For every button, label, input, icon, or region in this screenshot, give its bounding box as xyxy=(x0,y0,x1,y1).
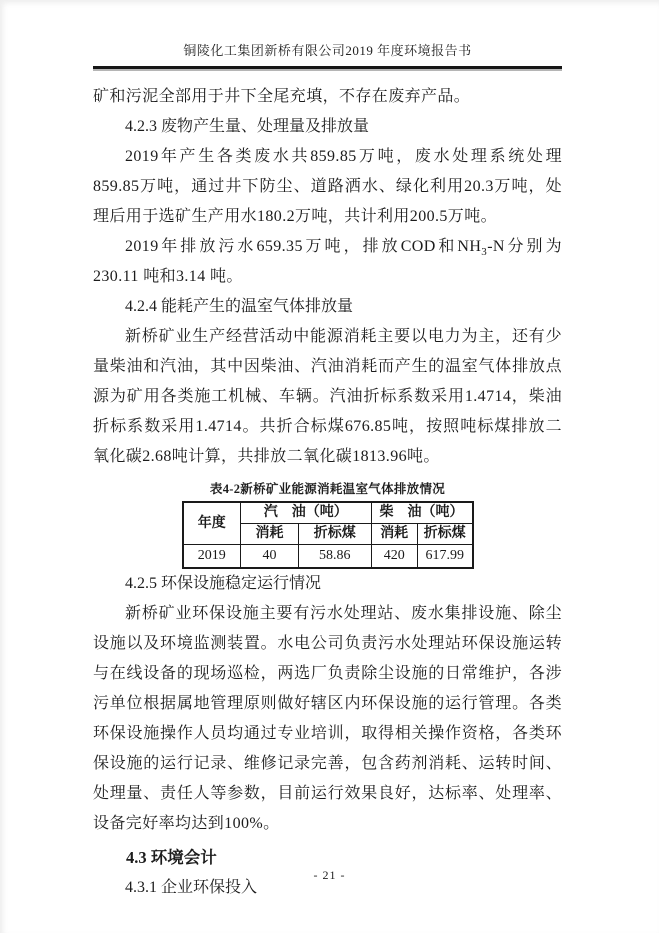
heading-4-2-4: 4.2.4 能耗产生的温室气体排放量 xyxy=(125,298,354,315)
column-header-year: 年度 xyxy=(183,502,241,545)
cell-year: 2019 xyxy=(183,545,241,569)
heading-4-3-1: 4.3.1 企业环保投入 xyxy=(125,879,258,896)
paragraph-facilities-operation: 新桥矿业环保设施主要有污水处理站、废水集排设施、除尘设施以及环境监测装置。水电公司负责污水处理站环保设施运转与在线设备的现场巡检，两选厂负责除尘设施的日常维护，各涉污单位根据属地管理原则做好辖区内环保设施的运行管理。各类环保设施操作人员均通过专业培训，取得相关操作资格，各类环保设施的运行记录、维修记录完善，包含药剂消耗、运转时间、处理量、责任人等参数，目前运行效果良好，达标率、处理率、设备完好率均达到100%。 xyxy=(93,605,562,832)
paragraph-wastewater: 2019年产生各类废水共859.85万吨，废水处理系统处理859.85万吨，通过井下防尘、道路洒水、绿化利用20.3万吨，处理后用于选矿生产用水180.2万吨，共计利用200.5万吨。 xyxy=(93,148,562,225)
table-header-row-1 xyxy=(183,502,473,524)
page-header xyxy=(93,40,562,69)
subheader-diesel-consumption: 消耗 xyxy=(371,524,417,545)
cell-gas-coal-equivalent: 58.86 xyxy=(299,545,372,569)
paragraph-tailings: 矿和污泥全部用于井下全尾充填，不存在废弃产品。 xyxy=(93,88,471,105)
discharge-text-after-subscript: -N分别为230.11 吨和3.14 吨。 xyxy=(93,238,562,285)
heading-4-2-3: 4.2.3 废物产生量、处理量及排放量 xyxy=(125,118,370,135)
table-caption: 表4-2新桥矿业能源消耗温室气体排放情况 xyxy=(209,482,446,496)
column-header-gasoline: 汽 油（吨） xyxy=(241,502,372,524)
energy-consumption-table xyxy=(182,501,474,569)
column-header-diesel: 柴 油（吨） xyxy=(371,502,473,524)
discharge-text-before-subscript: 2019年排放污水659.35万吨，排放COD和NH xyxy=(125,238,482,255)
page-content xyxy=(93,40,562,903)
nh3-subscript: 3 xyxy=(481,246,488,259)
header-title: 铜陵化工集团新桥有限公司2019 年度环境报告书 xyxy=(183,43,472,58)
paragraph-energy-emissions: 新桥矿业生产经营活动中能源消耗主要以电力为主，还有少量柴油和汽油，其中因柴油、汽油消耗而产生的温室气体排放点源为矿用各类施工机械、车辆。汽油折标系数采用1.4714，柴油折标系数采用1.4714。共折合标煤676.85吨，按照吨标煤排放二氧化碳2.68吨计算，共排放二氧化碳1813.96吨。 xyxy=(93,328,562,465)
page-number: - 21 - xyxy=(313,868,346,882)
subheader-gas-coal-equivalent: 折标煤 xyxy=(299,524,372,545)
cell-diesel-consumption: 420 xyxy=(371,545,417,569)
cell-diesel-coal-equivalent: 617.99 xyxy=(417,545,472,569)
table-data-row xyxy=(183,545,473,569)
heading-4-3: 4.3 环境会计 xyxy=(126,848,217,867)
heading-4-2-5: 4.2.5 环保设施稳定运行情况 xyxy=(125,575,322,592)
paragraph-discharge xyxy=(93,232,562,292)
cell-gas-consumption: 40 xyxy=(241,545,299,569)
subheader-diesel-coal-equivalent: 折标煤 xyxy=(417,524,472,545)
subheader-gas-consumption: 消耗 xyxy=(241,524,299,545)
